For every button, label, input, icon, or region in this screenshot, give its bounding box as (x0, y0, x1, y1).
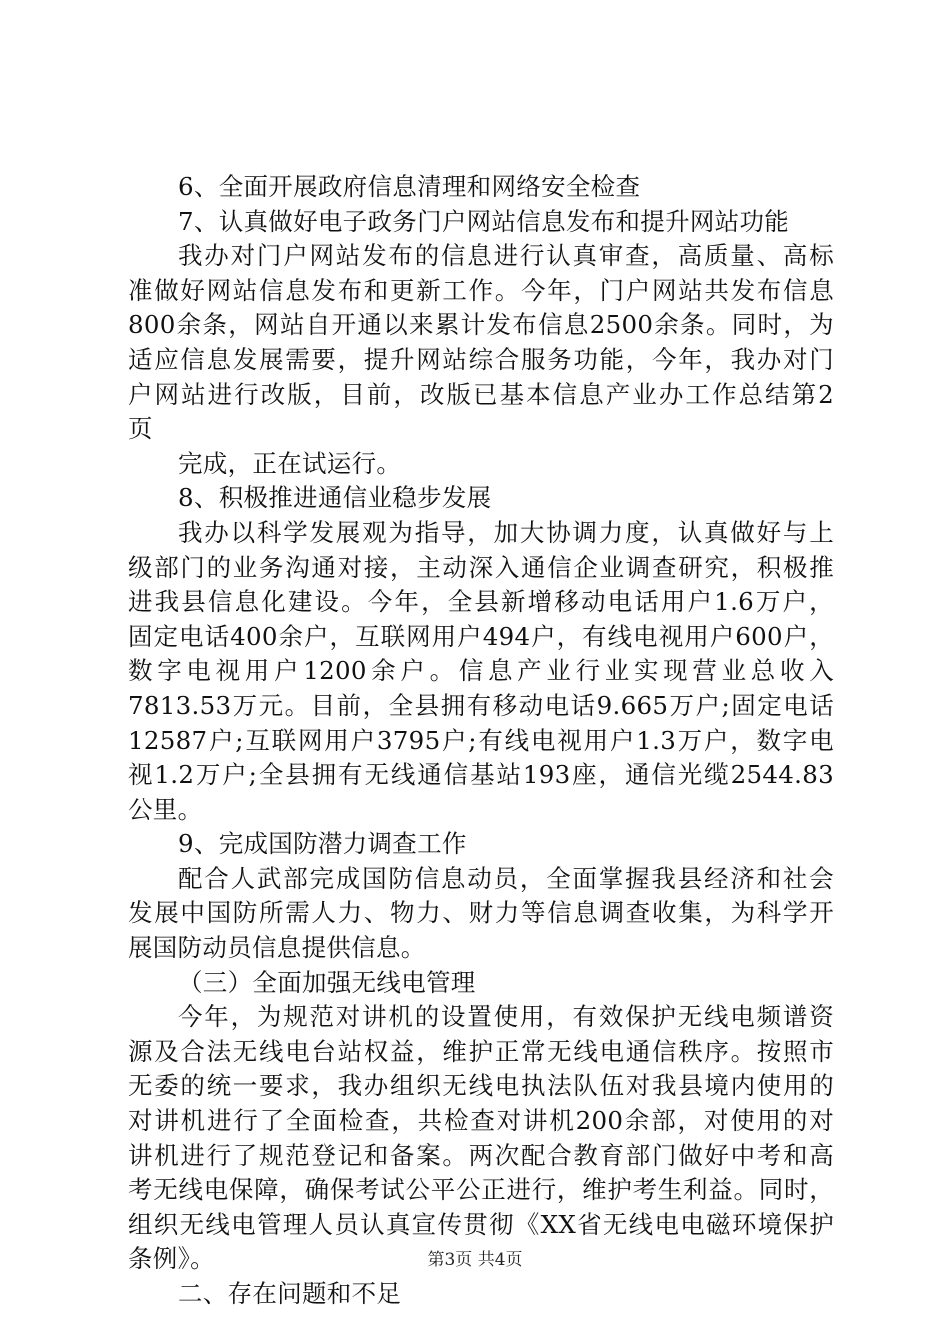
paragraph-line: 发展中国防所需人力、物力、财力等信息调查收集，为科学开 (128, 898, 834, 928)
paragraph-line: 级部门的业务沟通对接，主动深入通信企业调查研究，积极推 (128, 552, 834, 582)
paragraph-line: 页 (128, 414, 153, 444)
paragraph-line: 我办对门户网站发布的信息进行认真审查，高质量、高标 (178, 241, 834, 271)
paragraph-line: 组织无线电管理人员认真宣传贯彻《XX省无线电电磁环境保护 (128, 1209, 834, 1239)
paragraph-line: 12587户;互联网用户3795户;有线电视用户1.3万户，数字电 (128, 725, 834, 755)
section-heading-6: 6、全面开展政府信息清理和网络安全检查 (178, 172, 641, 201)
paragraph-line: 展国防动员信息提供信息。 (128, 933, 426, 963)
document-body (128, 170, 834, 1312)
paragraph-line: 适应信息发展需要，提升网站综合服务功能，今年，我办对门 (128, 344, 834, 374)
paragraph-line: 进我县信息化建设。今年，全县新增移动电话用户1.6万户， (128, 587, 834, 617)
paragraph-line: 准做好网站信息发布和更新工作。今年，门户网站共发布信息 (128, 275, 834, 305)
section-heading-8: 8、积极推进通信业稳步发展 (178, 483, 492, 513)
paragraph-line: 我办以科学发展观为指导，加大协调力度，认真做好与上 (178, 517, 834, 547)
section-heading-2: 二、存在问题和不足 (178, 1279, 402, 1308)
paragraph-line: 数字电视用户1200余户。信息产业行业实现营业总收入 (128, 656, 834, 686)
paragraph-line: 无委的统一要求，我办组织无线电执法队伍对我县境内使用的 (128, 1071, 834, 1101)
paragraph-line: 户网站进行改版，目前，改版已基本信息产业办工作总结第2 (128, 379, 834, 409)
paragraph-line: 考无线电保障，确保考试公平公正进行，维护考生利益。同时， (128, 1175, 834, 1205)
section-heading-9: 9、完成国防潜力调查工作 (178, 829, 467, 859)
paragraph-line: 条例》。 (128, 1244, 215, 1274)
paragraph-line: 配合人武部完成国防信息动员，全面掌握我县经济和社会 (178, 863, 834, 893)
page-number-footer: 第3页 共4页 (427, 1250, 523, 1270)
paragraph-line: 对讲机进行了全面检查，共检查对讲机200余部，对使用的对 (128, 1106, 834, 1136)
paragraph-line: 7813.53万元。目前，全县拥有移动电话9.665万户;固定电话 (128, 690, 834, 720)
section-heading-3: （三）全面加强无线电管理 (178, 967, 476, 997)
paragraph-line: 源及合法无线电台站权益，维护正常无线电通信秩序。按照市 (128, 1036, 834, 1066)
paragraph-line: 公里。 (128, 794, 203, 824)
paragraph-line: 今年，为规范对讲机的设置使用，有效保护无线电频谱资 (178, 1002, 834, 1032)
paragraph-line: 视1.2万户;全县拥有无线通信基站193座，通信光缆2544.83 (128, 760, 834, 790)
paragraph-line: 完成，正在试运行。 (178, 448, 402, 478)
paragraph-line: 800余条，网站自开通以来累计发布信息2500余条。同时，为 (128, 310, 834, 340)
section-heading-7: 7、认真做好电子政务门户网站信息发布和提升网站功能 (178, 206, 790, 236)
paragraph-line: 固定电话400余户，互联网用户494户，有线电视用户600户， (128, 621, 834, 651)
paragraph-line: 讲机进行了规范登记和备案。两次配合教育部门做好中考和高 (128, 1140, 834, 1170)
